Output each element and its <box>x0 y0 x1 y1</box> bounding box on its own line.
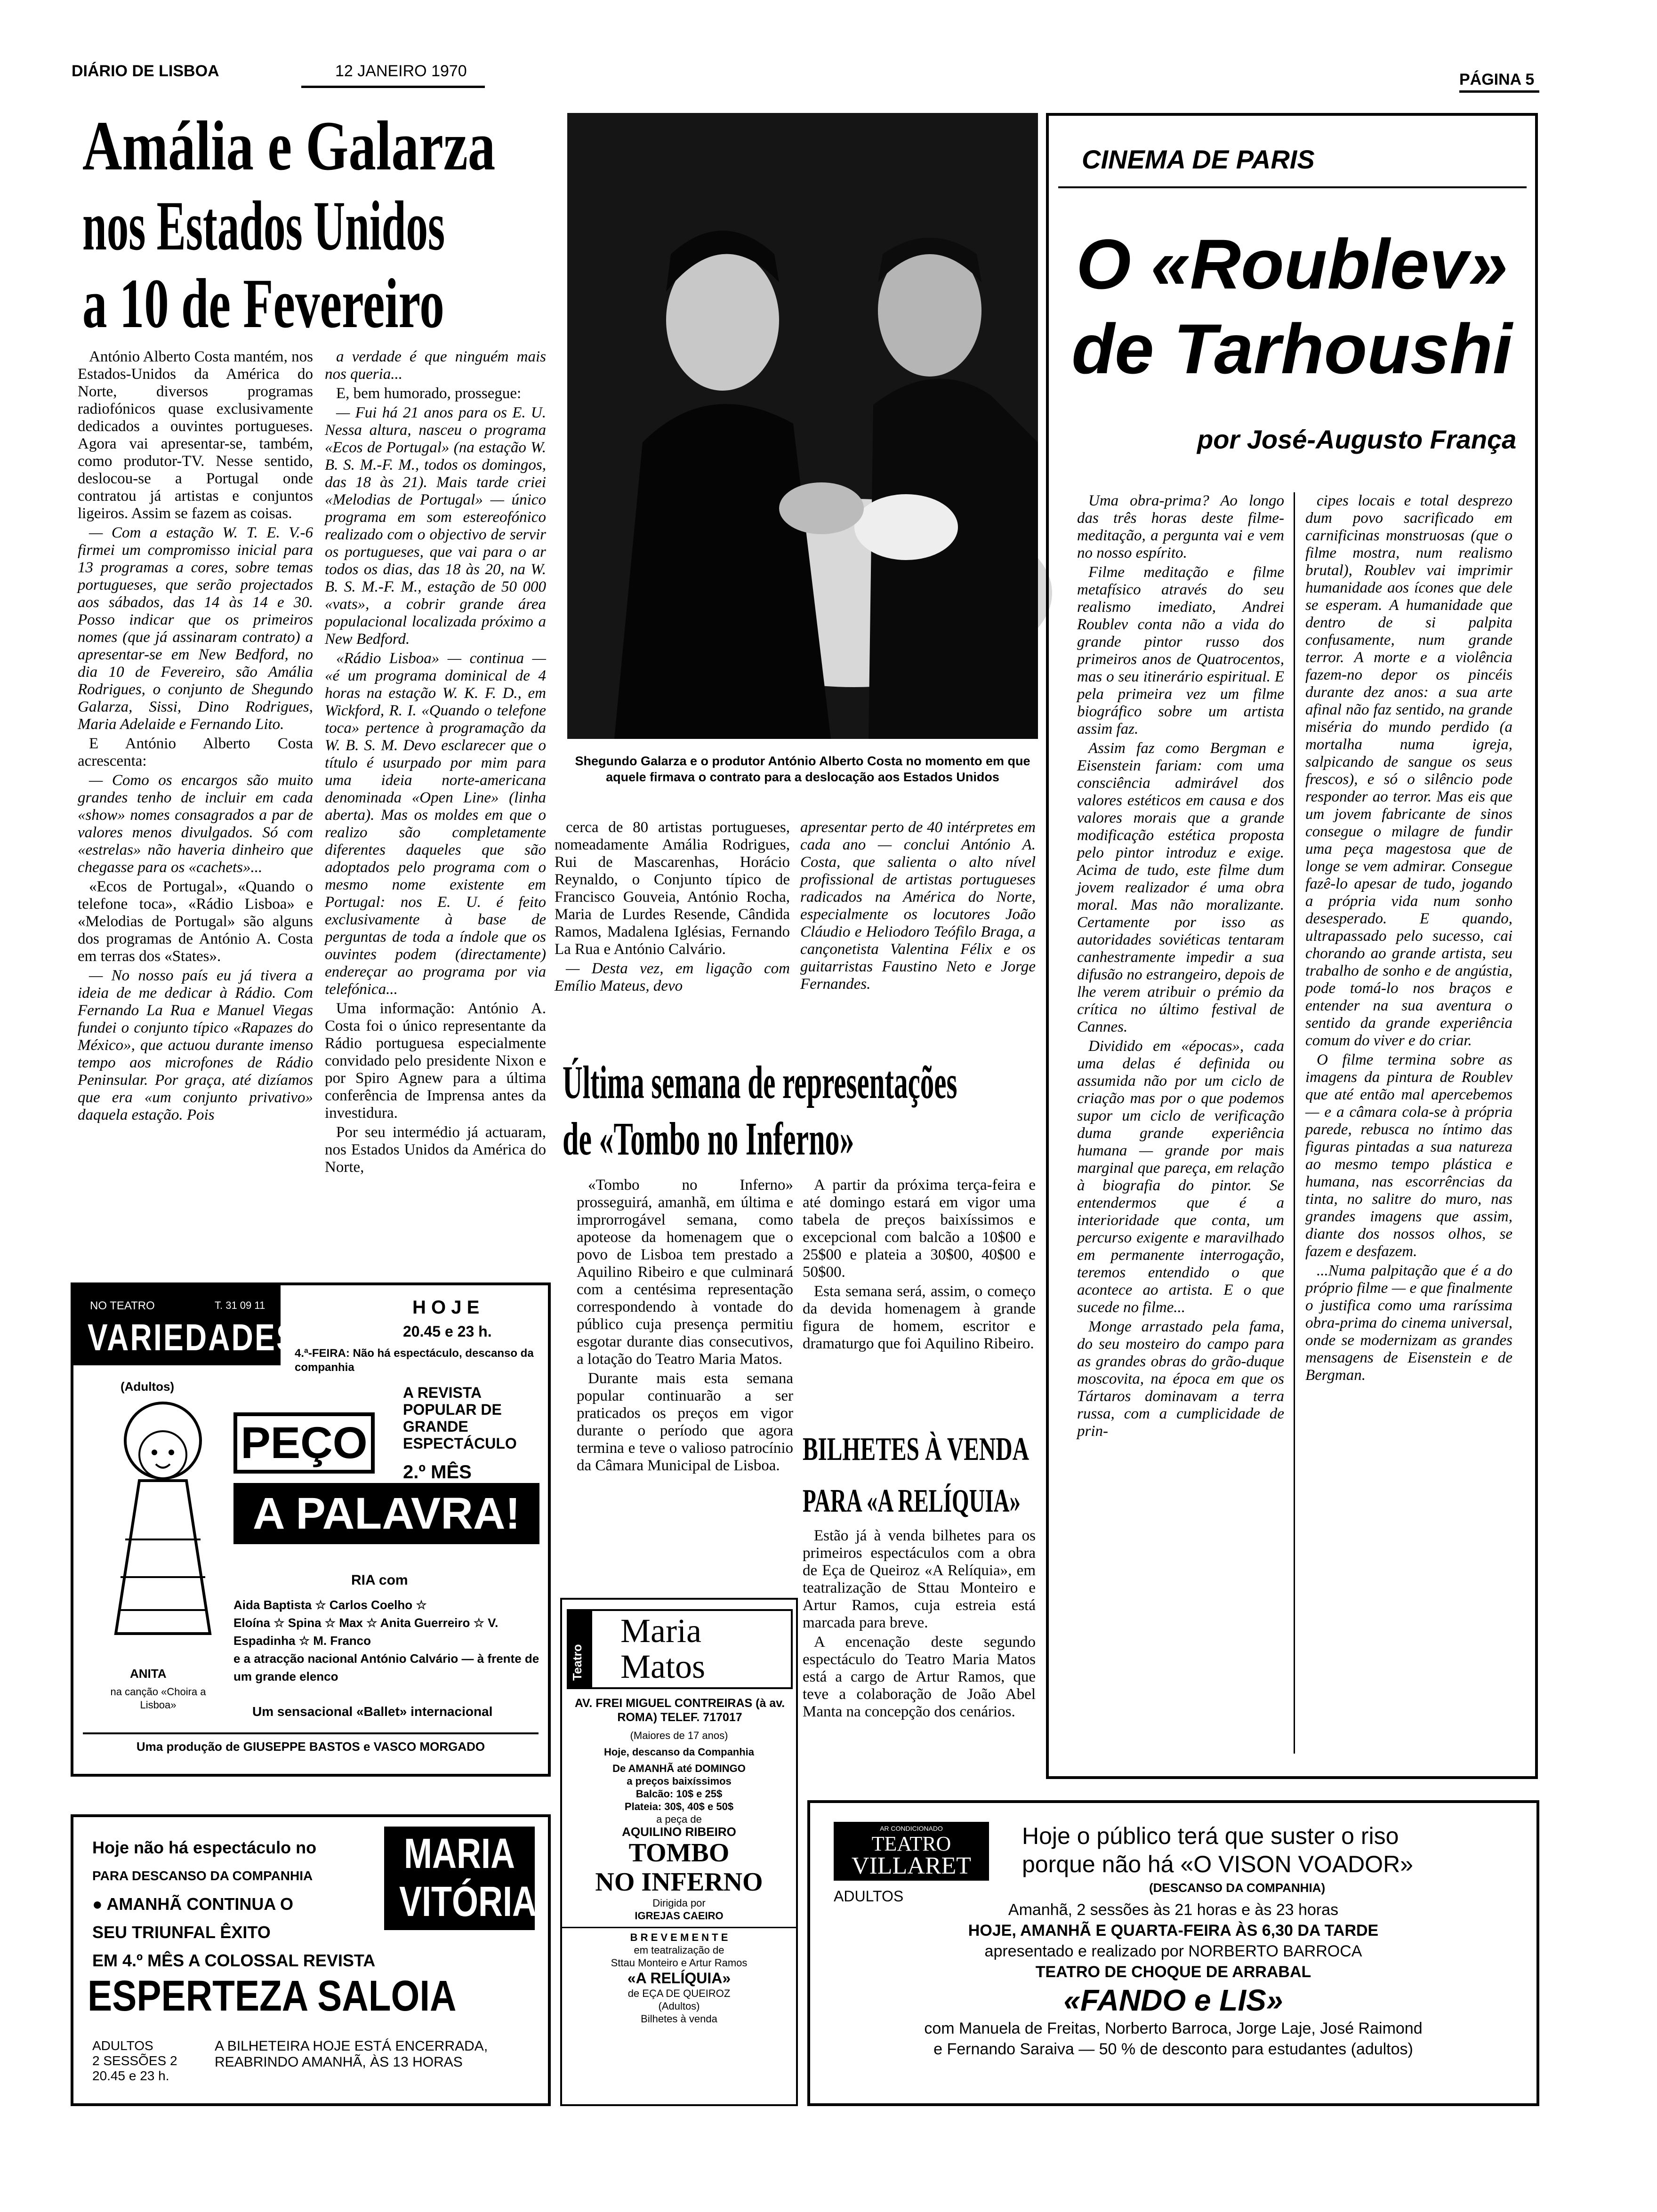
ad-maria-vitoria <box>71 1814 551 2106</box>
variedades-producer: Uma produção de GIUSEPPE BASTOS e VASCO MORGADO <box>136 1739 485 1754</box>
amalia-column-3: cerca de 80 artistas portugueses, nomeadamente Amália Rodrigues, Rui de Mascarenhas, Horácio Reynaldo, o Conjunto típico de Francisco Gouveia, António Rocha, Maria de Lurdes Resende, Cândida Ramos, Madalena Iglésias, Fernando La Rua e António Calvário. — Desta vez, em ligação com Emílio Mateus, devo <box>555 819 790 994</box>
variedades-notice: 4.ª-FEIRA: Não há espectáculo, descanso da companhia <box>295 1347 534 1374</box>
amalia-column-2: a verdade é que ninguém mais nos queria... E, bem humorado, prossegue: — Fui há 21 anos para os E. U. Nessa altura, nasceu o programa «Ecos de Portugal» (na estação W. B. S. M.-F. M., todos os domingos, das 18 às 21). Mais tarde criei «Melodias de Portugal» — único programa em som estereofónico realizado com o objectivo de servir os portugueses, que vai para o ar todos os dias, das 18 às 20, na W. B. S. M.-F. M., estação de 50 000 «vats», a cobrir grande área populacional localizada próximo a New Bedford. «Rádio Lisboa» — continua — «é um programa dominical de 4 horas na estação W. K. F. D., em Wickford, R. I. «Quando o telefone toca» pertence à programação da W. B. S. M. Devo esclarecer que o título é usurpado por mim para uma ideia norte-americana denominada «Open Line» (linha aberta). Mas os moldes em que o realizo são completamente diferentes daqueles que são adoptados pelo programa com o mesmo nome existente em Portugal: nos E. U. é feito exclusivamente à base de perguntas de toda a índole que os ouvintes podem (directamente) endereçar ao programa por via telefónica... Uma informação: António A. Costa foi o único representante da Rádio portuguesa especialmente convidado pelo presidente Nixon e por Spiro Agnew para a última conferência de Imprensa antes da investidura. Por seu intermédio já actuaram, nos Estados Unidos da América do Norte, <box>325 348 546 1176</box>
maria-matos-details: (Maiores de 17 anos) Hoje, descanso da Companhia De AMANHÃ até DOMINGO a preços baixíssimos Balcão: 10$ e 25$ Plateia: 30$, 40$ e 50$ a peça de AQUILINO RIBEIRO TOMBO NO INFERNO Dirigida por IGREJAS CAEIRO B R E V E M E N T E em teatralização de Sttau Monteiro e Artur Ramos «A RELÍQUIA» de EÇA DE QUEIROZ (Adultos) Bilhetes à venda <box>562 1729 796 2025</box>
variedades-no-teatro: NO TEATRO <box>90 1299 155 1312</box>
variedades-hoje: H O J E <box>412 1297 480 1318</box>
variedades-title: VARIEDADES <box>88 1316 298 1358</box>
tombo-column-1: «Tombo no Inferno» prosseguirá, amanhã, em última e improrrogável semana, como apoteose da homenagem que o povo de Lisboa tem prestado a Aquilino Ribeiro e que culminará com a centésima representação correspondendo à vontade do público cuja presença permitiu esgotar durante dias consecutivos, a lotação do Teatro Maria Matos. Durante mais esta semana popular continuarão a ser praticados os preços em vigor durante o período que agora termina e teve o valioso patrocínio da Câmara Municipal de Lisboa. <box>577 1177 793 1474</box>
cinema-kicker: CINEMA DE PARIS <box>1082 144 1315 174</box>
cinema-title-line1: O «Roublev» <box>1076 224 1508 304</box>
cinema-column-2: cipes locais e total desprezo dum povo sacrificado em carnificinas monstruosas (que o filme mostra, num realismo brutal), Roublev vai imprimir humanidade aos ícones que dele se esperam. A humanidade que dentro de si palpita confusamente, num grande terror. A morte e a violência fazem-no depor os pincéis durante dez anos: a sua arte afinal não faz sentido, na grande miséria do mundo perdido (a mortalha numa igreja, salpicando de sangue os seus frescos), e só o silêncio pode responder ao terror. Mas eis que um jovem fabricante de sinos consegue o milagre de fundir uma peça magestosa que de longe se vem admirar. Consegue fazê-lo apesar de tudo, jogando a própria vida num sonho desesperado. E quando, ultrapassado pelo sucesso, cai chorando ao grande artista, seu trabalho de sonho e de angústia, pode tomá-lo nos braços e entender na sua aventura o sentido da grande experiência comum do viver e do criar. O filme termina sobre as imagens da pintura de Roublev que até então mal apercebemos — e a câmara cola-se à própria parede, rebusca no íntimo das figuras pintadas a sua natureza ao mesmo tempo plástica e humana, nas escorrências da tinta, no salitre do muro, nas grandes imagens que assim, diante dos nossos olhos, se fazem e desfazem. ...Numa palpitação que é a do próprio filme — e que finalmente o justifica como uma raríssima obra-prima do cinema universal, onde se modernizam as grandes mensagens de Eisenstein e de Bergman. <box>1305 492 1512 1384</box>
cinema-column-divider <box>1294 492 1295 1754</box>
villaret-line-3: (DESCANSO DA COMPANHIA) <box>1149 1881 1326 1895</box>
villaret-line-1: Hoje o público terá que suster o riso <box>1022 1823 1399 1849</box>
ad-teatro-villaret <box>807 1800 1539 2106</box>
photo-galarza-costa <box>567 113 1038 739</box>
maria-vitoria-text: Hoje não há espectáculo no PARA DESCANSO DA COMPANHIA ● AMANHÃ CONTINUA O SEU TRIUNFAL ÊXITO EM 4.º MÊS A COLOSSAL REVISTA <box>92 1838 376 1970</box>
variedades-ria: RIA com <box>351 1572 408 1588</box>
reliquia-headline-line2: PARA «A RELÍQUIA» <box>803 1483 1021 1519</box>
photo-illustration <box>567 113 1038 739</box>
amalia-column-4: apresentar perto de 40 intérpretes em cada ano — conclui António A. Costa, que salienta o alto nível profissional de artistas portugueses radicados na América do Norte, especialmente os locutores João Cláudio e Heliodoro Teófilo Braga, a cançonetista Valentina Félix e os guitarristas Faustino Neto e Jorge Fernandes. <box>800 819 1036 993</box>
kicker-rule <box>1058 186 1527 188</box>
ad-maria-matos <box>560 1598 798 2106</box>
variedades-ballet: Um sensacional «Ballet» internacional <box>252 1704 493 1719</box>
tombo-column-2: A partir da próxima terça-feira e até domingo estará em vigor uma tabela de preços baixíssimos e excepcional com balcão a 10$00 e 25$00 e plateia a 30$00, 40$00 e 50$00. Esta semana será, assim, o começo da devida homenagem à grande figura de homem, escritor e dramaturgo que foi Aquilino Ribeiro. <box>803 1177 1036 1352</box>
variedades-adults: (Adultos) <box>121 1379 175 1394</box>
pec-o-title: PEÇO <box>233 1412 375 1474</box>
reliquia-body: Estão já à venda bilhetes para os primeiros espectáculos com a obra de Eça de Queiroz «A Relíquia», em teatralização de Sttau Monteiro e Artur Ramos, cuja estreia está marcada para breve. A encenação deste segundo espectáculo do Teatro Maria Matos está a cargo de Artur Ramos, que teve a colaboração de João Abel Manta na concepção dos cenários. <box>803 1527 1036 1720</box>
maria-vitoria-sessions: ADULTOS 2 SESSÕES 2 20.45 e 23 h. <box>92 2038 177 2083</box>
page-number-underline <box>1459 90 1539 93</box>
anita-label: ANITA <box>130 1667 167 1681</box>
amalia-headline-line2: nos Estados Unidos <box>82 187 445 265</box>
variedades-phone: T. 31 09 11 <box>215 1299 265 1311</box>
amalia-headline-line3: a 10 de Fevereiro <box>82 264 444 343</box>
cinema-column-1: Uma obra-prima? Ao longo das três horas deste filme-meditação, a pergunta vai e vem no nosso espírito. Filme meditação e filme metafísico através do seu realismo imediato, Andrei Roublev conta não a vida do grande pintor russo dos primeiros anos de Quatrocentos, mas o seu itinerário espiritual. E pela primeira vez um filme biográfico sobre um artista assim faz. Assim faz como Bergman e Eisenstein fariam: com uma consciência admirável dos valores estéticos em causa e dos valores morais que a grande modificação estética proposta pelo pintor introduz e exige. Acima de tudo, este filme dum jovem realizador é uma obra moral. Mas não moralizante. Certamente por isso as autoridades soviéticas tentaram canhestramente impedir a sua difusão no estrangeiro, depois de lhe verem atribuir o prémio da crítica no último festival de Cannes. Dividido em «épocas», cada uma delas é definida ou assumida não por um ciclo de criação mas por o que podemos supor um ciclo de verificação duma grande experiência humana — grande por mais marginal que pareça, em relação à biografia do pintor. Se entendermos que é a interioridade que conta, um percurso exigente e maravilhado em permanente interrogação, teremos entendido o que acontece ao artista. E o que sucede no filme... Monge arrastado pela fama, do seu mosteiro do campo para as grandes obras do grão-duque moscovita, na época em que os Tártaros dominavam a terra russa, com a cumplicidade de prin- <box>1077 492 1284 1440</box>
ad-variedades <box>71 1282 551 1777</box>
cinema-de-paris-article <box>1046 113 1538 1779</box>
maria-matos-logo <box>567 1609 793 1689</box>
maria-matos-name-2: Matos <box>620 1648 705 1685</box>
variedades-mes: 2.º MÊS <box>403 1462 472 1483</box>
anita-figure-illustration <box>92 1398 233 1648</box>
variedades-times: 20.45 e 23 h. <box>403 1323 492 1340</box>
variedades-cast: Aida Baptista ☆ Carlos Coelho ☆ Eloína ☆ Spina ☆ Max ☆ Anita Guerreiro ☆ V. Espadinha ☆ M. Franco e a atracção nacional António Calvário — à frente de um grande elenco <box>233 1598 539 1683</box>
cinema-title-line2: de Tarhoushi <box>1071 309 1512 388</box>
variedades-footer-rule <box>83 1732 539 1734</box>
tombo-headline-line2: de «Tombo no Inferno» <box>563 1113 854 1165</box>
maria-matos-address: AV. FREI MIGUEL CONTREIRAS (à av. ROMA) TELEF. 717017 <box>574 1697 785 1724</box>
teatro-vertical-word: Teatro <box>570 1644 584 1681</box>
newspaper-name: DIÁRIO DE LISBOA <box>72 62 219 80</box>
villaret-program: Amanhã, 2 sessões às 21 horas e às 23 horas HOJE, AMANHÃ E QUARTA-FEIRA ÀS 6,30 DA TARDE apresentado e realizado por NORBERTO BARROCA TEATRO DE CHOQUE DE ARRABAL «FANDO e LIS» com Manuela de Freitas, Norberto Barroca, Jorge Laje, José Raimond e Fernando Saraiva — 50 % de desconto para estudantes (adultos) <box>924 1901 1423 2058</box>
maria-vitoria-box-office: A BILHETEIRA HOJE ESTÁ ENCERRADA, REABRINDO AMANHÃ, ÀS 13 HORAS <box>215 2038 488 2070</box>
amalia-headline-line1: Amália e Galarza <box>82 107 496 185</box>
photo-caption: Shegundo Galarza e o produtor António Alberto Costa no momento em que aquele firmava o contrato para a deslocação aos Estados Unidos <box>575 754 1030 784</box>
villaret-line-2: porque não há «O VISON VOADOR» <box>1022 1851 1413 1877</box>
maria-vitoria-logo: MARIA VITÓRIA <box>384 1827 535 1930</box>
variedades-revista: A REVISTA POPULAR DE GRANDE ESPECTÁCULO <box>403 1384 517 1452</box>
page-number: PÁGINA 5 <box>1459 71 1535 88</box>
header-underline <box>301 86 485 88</box>
cinema-byline: por José-Augusto França <box>1197 425 1517 454</box>
anita-song: na canção «Choira a Lisboa» <box>110 1686 206 1711</box>
maria-matos-name-1: Maria <box>620 1612 701 1650</box>
reliquia-headline-line1: BILHETES À VENDA <box>803 1431 1030 1467</box>
tombo-headline-line1: Última semana de representações <box>563 1056 957 1108</box>
issue-date: 12 JANEIRO 1970 <box>335 62 467 80</box>
a-palavra-title: A PALAVRA! <box>233 1483 539 1544</box>
esperteza-saloia-title: ESPERTEZA SALOIA <box>88 1972 457 2020</box>
villaret-adults: ADULTOS <box>834 1888 904 1905</box>
amalia-column-1: António Alberto Costa mantém, nos Estados-Unidos da América do Norte, diversos programas radiofónicos quase exclusivamente dedicados a ouvintes portugueses. Agora vai apresentar-se, também, como produtor-TV. Nesse sentido, deslocou-se a Portugal onde contratou já artistas e conjuntos ligeiros. Assim se fazem as coisas. — Com a estação W. T. E. V.-6 firmei um compromisso inicial para 13 programas a cores, sobre temas portugueses, que serão projectados aos sábados, das 14 às 14 e 30. Posso indicar que os primeiros nomes (que já assinaram contrato) a apresentar-se em New Bedford, no dia 10 de Fevereiro, são Amália Rodrigues, o conjunto de Shegundo Galarza, Sissi, Dino Rodrigues, Maria Adelaide e Fernando Lito. E António Alberto Costa acrescenta: — Como os encargos são muito grandes tenho de incluir em cada «show» nomes consagrados a par de valores menos divulgados. Só com «estrelas» não haveria dinheiro que chegasse para os «cachets»... «Ecos de Portugal», «Quando o telefone toca», «Rádio Lisboa» e «Melodias de Portugal» são alguns dos programas de António A. Costa em terras dos «States». — No nosso país eu já tivera a ideia de me dedicar à Rádio. Com Fernando La Rua e Manuel Viegas fundei o conjunto típico «Rapazes do México», que actuou durante imenso tempo aos microfones de Rádio Peninsular. Por graça, até dizíamos que era «um conjunto privativo» daquela estação. Pois <box>78 348 313 1123</box>
villaret-logo: AR CONDICIONADO TEATRO VILLARET <box>834 1822 989 1881</box>
